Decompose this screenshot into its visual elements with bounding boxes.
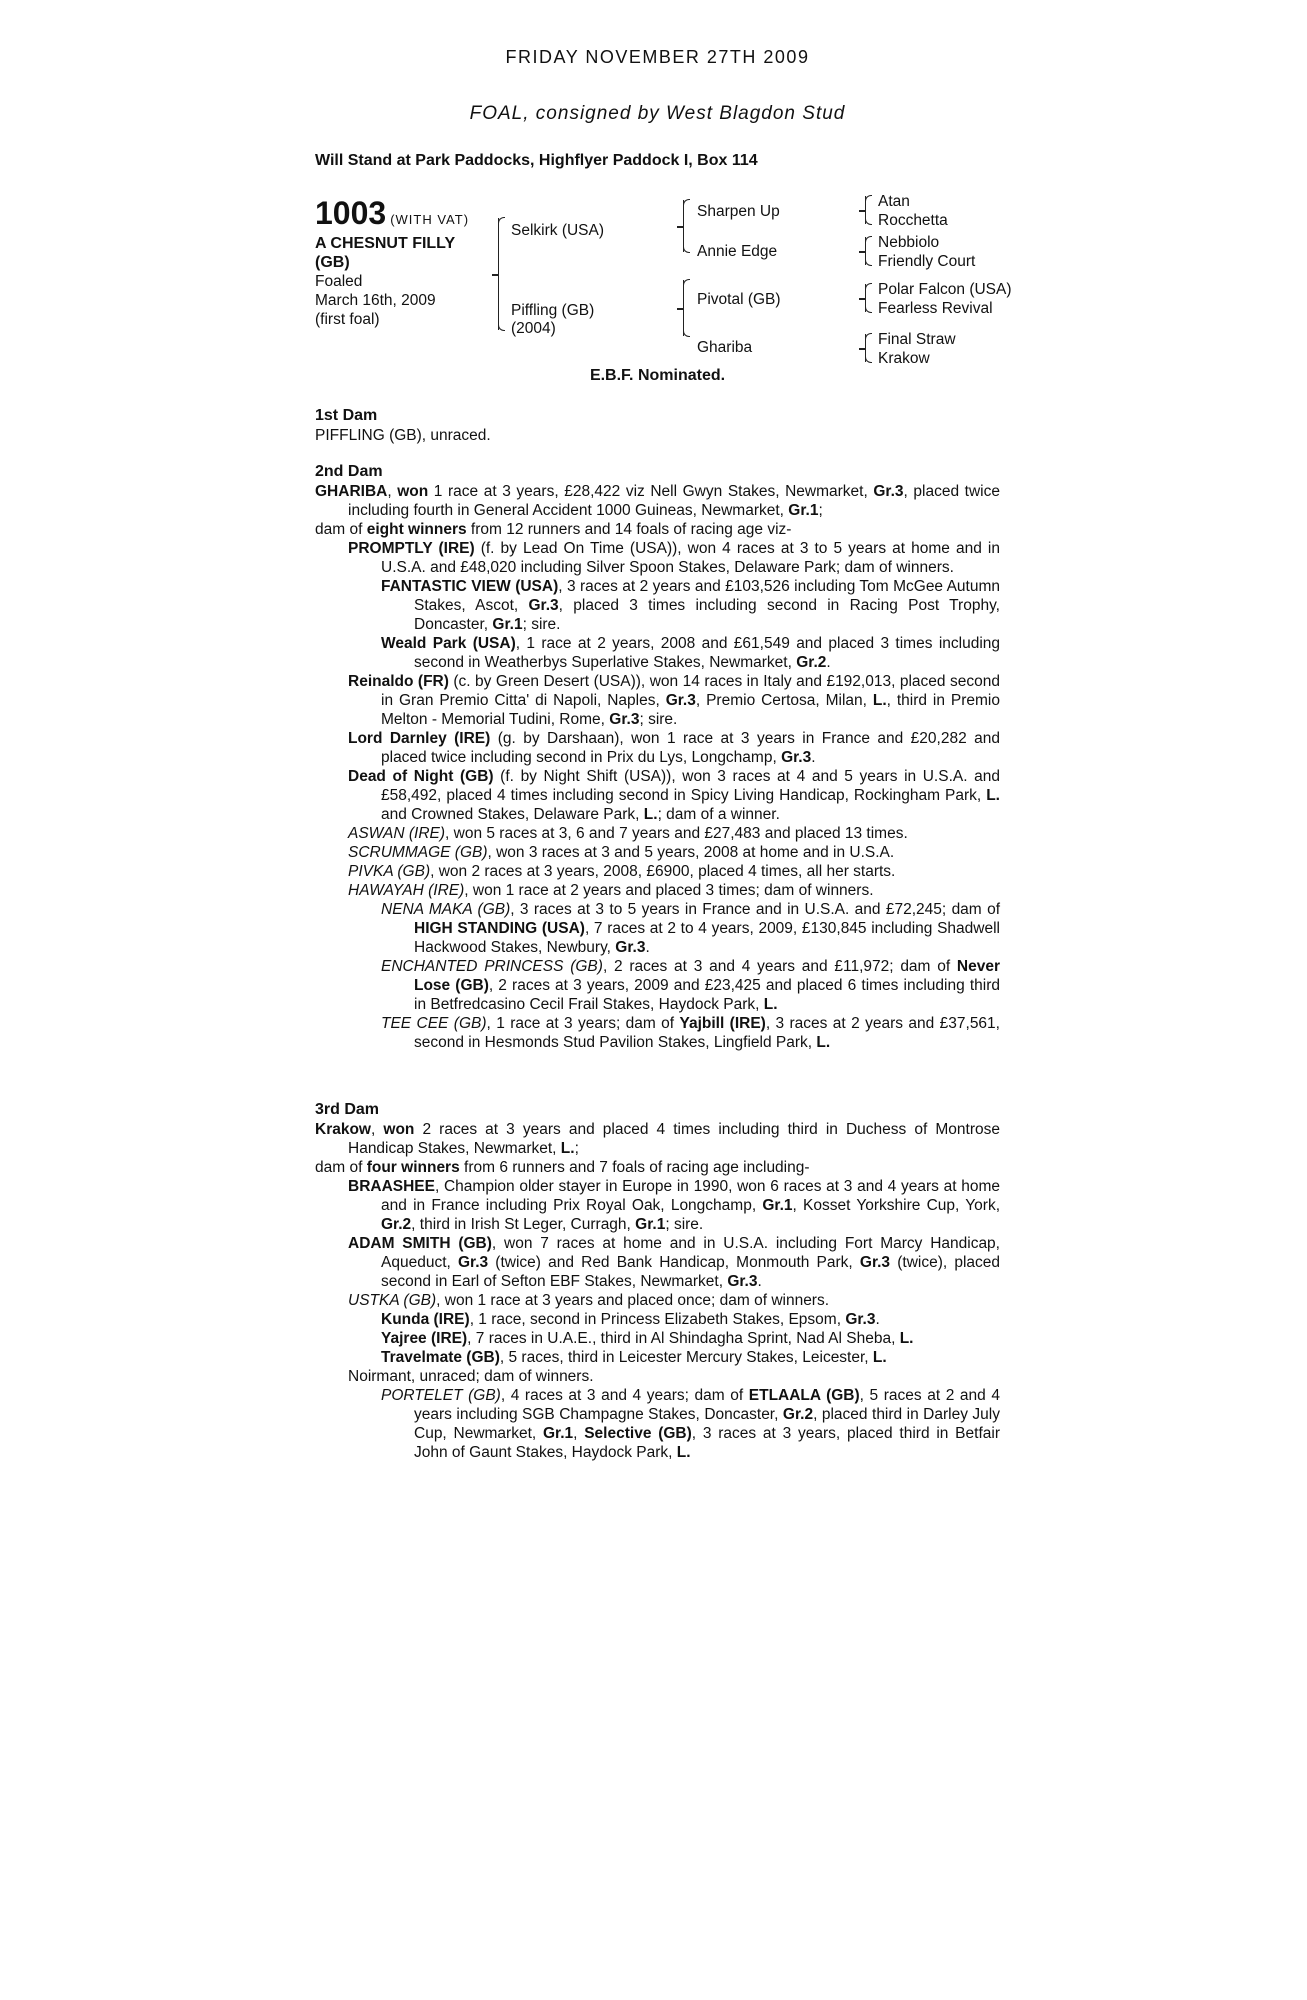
lot-description-line: (GB) — [315, 254, 350, 271]
produce-entry: TEE CEE (GB), 1 race at 3 years; dam of Yajbill (IRE), 3 races at 2 years and £37,561, second in Hesmonds Stud Pavilion Stakes, Lingfield Park, L. — [381, 1015, 1000, 1051]
produce-entry: HAWAYAH (IRE), won 1 race at 2 years and placed 3 times; dam of winners. — [348, 882, 874, 899]
pedigree-gen3: Final Straw — [878, 331, 956, 348]
pedigree-sire-dam: Annie Edge — [697, 243, 778, 260]
pedigree-gen3: Polar Falcon (USA) — [878, 281, 1012, 298]
produce-entry: Travelmate (GB), 5 races, third in Leicester Mercury Stakes, Leicester, L. — [381, 1349, 887, 1366]
pedigree-gen3: Rocchetta — [878, 212, 948, 229]
produce-entry: Krakow, won 2 races at 3 years and placed 4 times including third in Duchess of Montrose Handicap Stakes, Newmarket, L.; — [315, 1121, 1000, 1157]
pedigree-dam-year: (2004) — [511, 320, 556, 337]
stand-location: Will Stand at Park Paddocks, Highflyer Paddock I, Box 114 — [315, 152, 758, 169]
pedigree-gen3: Krakow — [878, 350, 930, 367]
consignment-line: FOAL, consigned by West Blagdon Stud — [469, 103, 846, 124]
pedigree-brace — [683, 280, 684, 336]
third-dam-body — [315, 1120, 1000, 1462]
produce-entry: Lord Darnley (IRE) (g. by Darshaan), won 1 race at 3 years in France and £20,282 and placed twice including second in Prix du Lys, Longchamp, Gr.3. — [348, 730, 1000, 766]
produce-entry: PROMPTLY (IRE) (f. by Lead On Time (USA)), won 4 races at 3 to 5 years at home and in U.S.A. and £48,020 including Silver Spoon Stakes, Delaware Park; dam of winners. — [348, 540, 1000, 576]
produce-entry: FANTASTIC VIEW (USA), 3 races at 2 years and £103,526 including Tom McGee Autumn Stakes, Ascot, Gr.3, placed 3 times including second in Racing Post Trophy, Doncaster, Gr.1; sire. — [381, 578, 1001, 633]
produce-entry: dam of eight winners from 12 runners and 14 foals of racing age viz- — [315, 521, 792, 538]
pedigree-brace — [498, 218, 499, 330]
produce-entry: PORTELET (GB), 4 races at 3 and 4 years; dam of ETLAALA (GB), 5 races at 2 and 4 years including SGB Champagne Stakes, Doncaster, Gr.2, placed third in Darley July Cup, Newmarket, Gr.1, Selective (GB), 3 races at 3 years, placed third in Betfair John of Gaunt Stakes, Haydock Park, L. — [381, 1387, 1000, 1461]
pedigree-brace — [865, 196, 866, 224]
produce-entry: Kunda (IRE), 1 race, second in Princess Elizabeth Stakes, Epsom, Gr.3. — [381, 1311, 880, 1328]
produce-entry: ASWAN (IRE), won 5 races at 3, 6 and 7 years and £27,483 and placed 13 times. — [348, 825, 908, 842]
pedigree-brace — [683, 200, 684, 252]
foaled-note: (first foal) — [315, 311, 380, 328]
pedigree-gen3: Nebbiolo — [878, 234, 940, 251]
produce-entry: GHARIBA, won 1 race at 3 years, £28,422 viz Nell Gwyn Stakes, Newmarket, Gr.3, placed twice including fourth in General Accident 1000 Guineas, Newmarket, Gr.1; — [315, 483, 1000, 519]
produce-entry: Noirmant, unraced; dam of winners. — [348, 1368, 594, 1385]
pedigree-brace — [865, 237, 866, 265]
produce-entry: dam of four winners from 6 runners and 7 foals of racing age including- — [315, 1159, 810, 1176]
lot-number: 1003 — [315, 195, 387, 231]
pedigree-gen3: Atan — [878, 193, 910, 210]
lot-description-line: A CHESNUT FILLY — [315, 235, 456, 252]
lot-heading — [315, 195, 469, 232]
pedigree-brace — [865, 334, 866, 362]
lot-description — [315, 234, 455, 272]
foaled-date: March 16th, 2009 — [315, 292, 436, 309]
pedigree-gen3: Friendly Court — [878, 253, 976, 270]
produce-entry: Dead of Night (GB) (f. by Night Shift (USA)), won 3 races at 4 and 5 years in U.S.A. and £58,492, placed 4 times including second in Spicy Living Handicap, Rockingham Park, L. and Crowned Stakes, Delaware Park, L.; dam of a winner. — [348, 768, 1001, 823]
vat-note: (WITH VAT) — [390, 212, 470, 227]
produce-entry: ADAM SMITH (GB), won 7 races at home and in U.S.A. including Fort Marcy Handicap, Aqueduct, Gr.3 (twice) and Red Bank Handicap, Monmouth Park, Gr.3 (twice), placed second in Earl of Sefton EBF Stakes, Newmarket, Gr.3. — [348, 1235, 1001, 1290]
pedigree-dam-dam: Ghariba — [697, 339, 753, 356]
second-dam-body — [315, 482, 1000, 1052]
produce-entry: Yajree (IRE), 7 races in U.A.E., third in Al Shindagha Sprint, Nad Al Sheba, L. — [381, 1330, 914, 1347]
third-dam-heading: 3rd Dam — [315, 1101, 380, 1118]
sale-date: FRIDAY NOVEMBER 27TH 2009 — [505, 47, 810, 67]
pedigree-sire-sire: Sharpen Up — [697, 203, 780, 220]
produce-entry: BRAASHEE, Champion older stayer in Europe in 1990, won 6 races at 3 and 4 years at home and in France including Prix Royal Oak, Longchamp, Gr.1, Kosset Yorkshire Cup, York, Gr.2, third in Irish St Leger, Curragh, Gr.1; sire. — [348, 1178, 1000, 1233]
first-dam-heading: 1st Dam — [315, 407, 378, 424]
foaled-label: Foaled — [315, 273, 363, 290]
pedigree-dam: Piffling (GB) — [511, 302, 595, 319]
pedigree-gen3: Fearless Revival — [878, 300, 993, 317]
produce-entry: NENA MAKA (GB), 3 races at 3 to 5 years in France and in U.S.A. and £72,245; dam of HIGH STANDING (USA), 7 races at 2 to 4 years, 2009, £130,845 including Shadwell Hackwood Stakes, Newbury, Gr.3. — [381, 901, 1000, 956]
produce-entry: Reinaldo (FR) (c. by Green Desert (USA)), won 14 races in Italy and £192,013, placed second in Gran Premio Citta' di Napoli, Naples, Gr.3, Premio Certosa, Milan, L., third in Premio Melton - Memorial Tudini, Rome, Gr.3; sire. — [348, 673, 1000, 728]
pedigree-dam-sire: Pivotal (GB) — [697, 291, 781, 308]
produce-entry: USTKA (GB), won 1 race at 3 years and placed once; dam of winners. — [348, 1292, 830, 1309]
produce-entry: Weald Park (USA), 1 race at 2 years, 2008 and £61,549 and placed 3 times including second in Weatherbys Superlative Stakes, Newmarket, Gr.2. — [381, 635, 1001, 671]
produce-entry: PIVKA (GB), won 2 races at 3 years, 2008, £6900, placed 4 times, all her starts. — [348, 863, 896, 880]
foaled-info — [315, 272, 436, 329]
second-dam-heading: 2nd Dam — [315, 463, 383, 480]
ebf-nominated: E.B.F. Nominated. — [589, 367, 726, 384]
pedigree-sire: Selkirk (USA) — [511, 222, 605, 239]
produce-entry: ENCHANTED PRINCESS (GB), 2 races at 3 and 4 years and £11,972; dam of Never Lose (GB), 2 races at 3 years, 2009 and £23,425 and placed 6 times including third in Betfredcasino Cecil Frail Stakes, Haydock Park, L. — [381, 958, 1001, 1013]
pedigree-brace — [865, 284, 866, 312]
produce-entry: SCRUMMAGE (GB), won 3 races at 3 and 5 years, 2008 at home and in U.S.A. — [348, 844, 895, 861]
first-dam-text: PIFFLING (GB), unraced. — [315, 427, 491, 444]
